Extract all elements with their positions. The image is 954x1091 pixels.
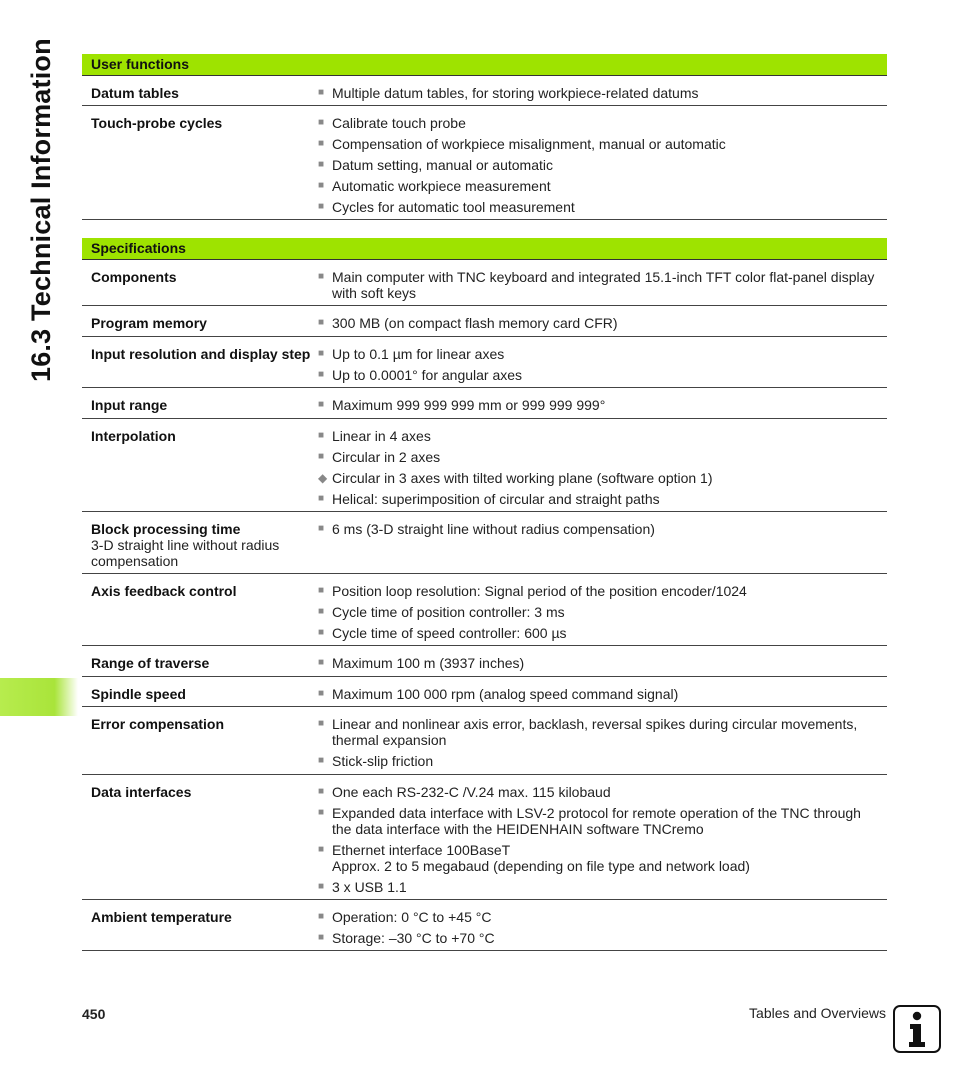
list-item-text: Maximum 999 999 999 mm or 999 999 999°: [332, 397, 606, 413]
list-item: [318, 879, 879, 895]
square-bullet-icon: ■: [318, 451, 325, 462]
square-bullet-icon: ■: [318, 881, 325, 892]
list-item-text: Maximum 100 000 rpm (analog speed command signal): [332, 686, 679, 702]
list-item-text: Expanded data interface with LSV-2 protocol for remote operation of the TNC through the data interface with the HEIDENHAIN software TNCremo: [332, 805, 861, 837]
list-item: [318, 136, 879, 152]
list-item-text: Circular in 2 axes: [332, 449, 441, 465]
list-item-text: Linear in 4 axes: [332, 428, 431, 444]
table-row: [82, 337, 887, 388]
table-row: [82, 260, 887, 306]
user-functions-table: [82, 54, 887, 220]
table-row: [82, 677, 887, 707]
square-bullet-icon: ■: [318, 138, 325, 149]
list-item-text: Linear and nonlinear axis error, backlash, reversal spikes during circular movements, thermal expansion: [332, 716, 858, 748]
list-item: [318, 604, 879, 620]
list-item: [318, 157, 879, 173]
square-bullet-icon: ■: [318, 688, 325, 699]
table-row: [82, 388, 887, 419]
list-item: [318, 470, 879, 486]
list-item: [318, 655, 879, 671]
table-row: [82, 775, 887, 900]
square-bullet-icon: ■: [318, 755, 325, 766]
list-item-text: 3 x USB 1.1: [332, 879, 407, 895]
table-row: [82, 306, 887, 337]
square-bullet-icon: ■: [318, 271, 325, 282]
square-bullet-icon: ■: [318, 369, 325, 380]
square-bullet-icon: ■: [318, 201, 325, 212]
list-item: [318, 397, 879, 413]
list-item: [318, 491, 879, 507]
row-label: [82, 388, 318, 418]
list-item: [318, 199, 879, 215]
list-item: [318, 842, 879, 874]
square-bullet-icon: ■: [318, 932, 325, 943]
square-bullet-icon: ■: [318, 911, 325, 922]
row-values: [318, 76, 887, 105]
list-item: [318, 805, 879, 837]
list-item-text: Helical: superimposition of circular and straight paths: [332, 491, 660, 507]
side-section-title: 16.3 Technical Information: [26, 38, 56, 382]
table-header: User functions: [82, 54, 887, 76]
list-item-text: Calibrate touch probe: [332, 115, 466, 131]
square-bullet-icon: ■: [318, 117, 325, 128]
row-values: [318, 900, 887, 950]
table-row: [82, 707, 887, 775]
list-item-text: Position loop resolution: Signal period of the position encoder/1024: [332, 583, 747, 599]
row-label-title: Error compensation: [91, 716, 225, 732]
square-bullet-icon: ■: [318, 807, 325, 818]
row-values: [318, 106, 887, 219]
page-number: 450: [82, 1006, 106, 1022]
table-row: [82, 646, 887, 677]
list-item-text: Stick-slip friction: [332, 753, 434, 769]
list-item: [318, 625, 879, 641]
specifications-table: [82, 238, 887, 951]
list-item: [318, 178, 879, 194]
row-values: [318, 512, 887, 573]
list-item: [318, 315, 879, 331]
square-bullet-icon: ■: [318, 430, 325, 441]
table-header: Specifications: [82, 238, 887, 260]
row-label: [82, 260, 318, 305]
list-item-text: Datum setting, manual or automatic: [332, 157, 553, 173]
square-bullet-icon: ■: [318, 606, 325, 617]
row-label-title: Interpolation: [91, 428, 176, 444]
square-bullet-icon: ■: [318, 399, 325, 410]
row-values: [318, 337, 887, 387]
row-label: [82, 900, 318, 950]
square-bullet-icon: ■: [318, 317, 325, 328]
list-item-text: Ethernet interface 100BaseT Approx. 2 to 5 megabaud (depending on file type and network load): [332, 842, 750, 874]
row-label-subtitle: 3-D straight line without radius compensation: [91, 537, 280, 569]
row-label: [82, 306, 318, 336]
section-tab-marker: [0, 678, 78, 716]
row-label-title: Ambient temperature: [91, 909, 232, 925]
list-item-text: Maximum 100 m (3937 inches): [332, 655, 525, 671]
list-item-text: 300 MB (on compact flash memory card CFR): [332, 315, 618, 331]
square-bullet-icon: ■: [318, 523, 325, 534]
list-item: [318, 753, 879, 769]
list-item: [318, 367, 879, 383]
square-bullet-icon: ■: [318, 657, 325, 668]
row-label-title: Program memory: [91, 315, 207, 331]
square-bullet-icon: ■: [318, 844, 325, 855]
list-item: [318, 85, 879, 101]
square-bullet-icon: ■: [318, 180, 325, 191]
table-row: [82, 900, 887, 951]
row-label: [82, 646, 318, 676]
list-item: [318, 686, 879, 702]
row-label-title: Spindle speed: [91, 686, 186, 702]
row-label-title: Axis feedback control: [91, 583, 237, 599]
square-bullet-icon: ■: [318, 585, 325, 596]
square-bullet-icon: ■: [318, 348, 325, 359]
square-bullet-icon: ■: [318, 87, 325, 98]
square-bullet-icon: ■: [318, 159, 325, 170]
row-values: [318, 775, 887, 899]
row-label: [82, 707, 318, 774]
row-label-title: Input range: [91, 397, 168, 413]
list-item-text: Cycle time of speed controller: 600 µs: [332, 625, 567, 641]
list-item: [318, 521, 879, 537]
square-bullet-icon: ■: [318, 493, 325, 504]
diamond-bullet-icon: ◆: [318, 471, 328, 485]
square-bullet-icon: ■: [318, 786, 325, 797]
list-item: [318, 428, 879, 444]
row-label: [82, 677, 318, 706]
row-values: [318, 306, 887, 336]
list-item-text: Compensation of workpiece misalignment, manual or automatic: [332, 136, 726, 152]
row-values: [318, 260, 887, 305]
row-values: [318, 419, 887, 511]
row-label-title: Input resolution and display step: [91, 346, 311, 362]
list-item-text: Circular in 3 axes with tilted working plane (software option 1): [332, 470, 713, 486]
row-label: [82, 512, 318, 573]
list-item-text: Up to 0.0001° for angular axes: [332, 367, 523, 383]
row-values: [318, 574, 887, 645]
row-label: [82, 775, 318, 899]
list-item-text: Operation: 0 °C to +45 °C: [332, 909, 492, 925]
list-item-text: 6 ms (3-D straight line without radius compensation): [332, 521, 655, 537]
list-item-text: One each RS-232-C /V.24 max. 115 kilobaud: [332, 784, 611, 800]
list-item-text: Up to 0.1 µm for linear axes: [332, 346, 505, 362]
list-item-text: Automatic workpiece measurement: [332, 178, 551, 194]
table-row: [82, 574, 887, 646]
list-item: [318, 909, 879, 925]
list-item: [318, 583, 879, 599]
section-name: Tables and Overviews: [749, 1005, 886, 1021]
square-bullet-icon: ■: [318, 718, 325, 729]
table-row: [82, 512, 887, 574]
row-label: [82, 419, 318, 511]
list-item: [318, 115, 879, 131]
list-item-text: Cycles for automatic tool measurement: [332, 199, 575, 215]
list-item: [318, 930, 879, 946]
row-values: [318, 646, 887, 676]
list-item: [318, 346, 879, 362]
list-item: [318, 269, 879, 301]
list-item-text: Multiple datum tables, for storing workpiece-related datums: [332, 85, 699, 101]
row-label: [82, 76, 318, 105]
row-label-title: Range of traverse: [91, 655, 210, 671]
list-item-text: Main computer with TNC keyboard and integrated 15.1-inch TFT color flat-panel display with soft keys: [332, 269, 875, 301]
row-label-title: Block processing time: [91, 521, 241, 537]
list-item-text: Cycle time of position controller: 3 ms: [332, 604, 565, 620]
square-bullet-icon: ■: [318, 627, 325, 638]
row-label-title: Touch-probe cycles: [91, 115, 223, 131]
row-values: [318, 388, 887, 418]
table-row: [82, 106, 887, 220]
row-label-title: Data interfaces: [91, 784, 192, 800]
row-label: [82, 106, 318, 219]
list-item: [318, 784, 879, 800]
row-label: [82, 337, 318, 387]
info-icon: [893, 1005, 941, 1053]
row-label-title: Components: [91, 269, 177, 285]
row-values: [318, 707, 887, 774]
row-label-title: Datum tables: [91, 85, 179, 101]
list-item: [318, 716, 879, 748]
row-label: [82, 574, 318, 645]
list-item: [318, 449, 879, 465]
list-item-text: Storage: –30 °C to +70 °C: [332, 930, 495, 946]
table-row: [82, 76, 887, 106]
row-values: [318, 677, 887, 706]
table-row: [82, 419, 887, 512]
